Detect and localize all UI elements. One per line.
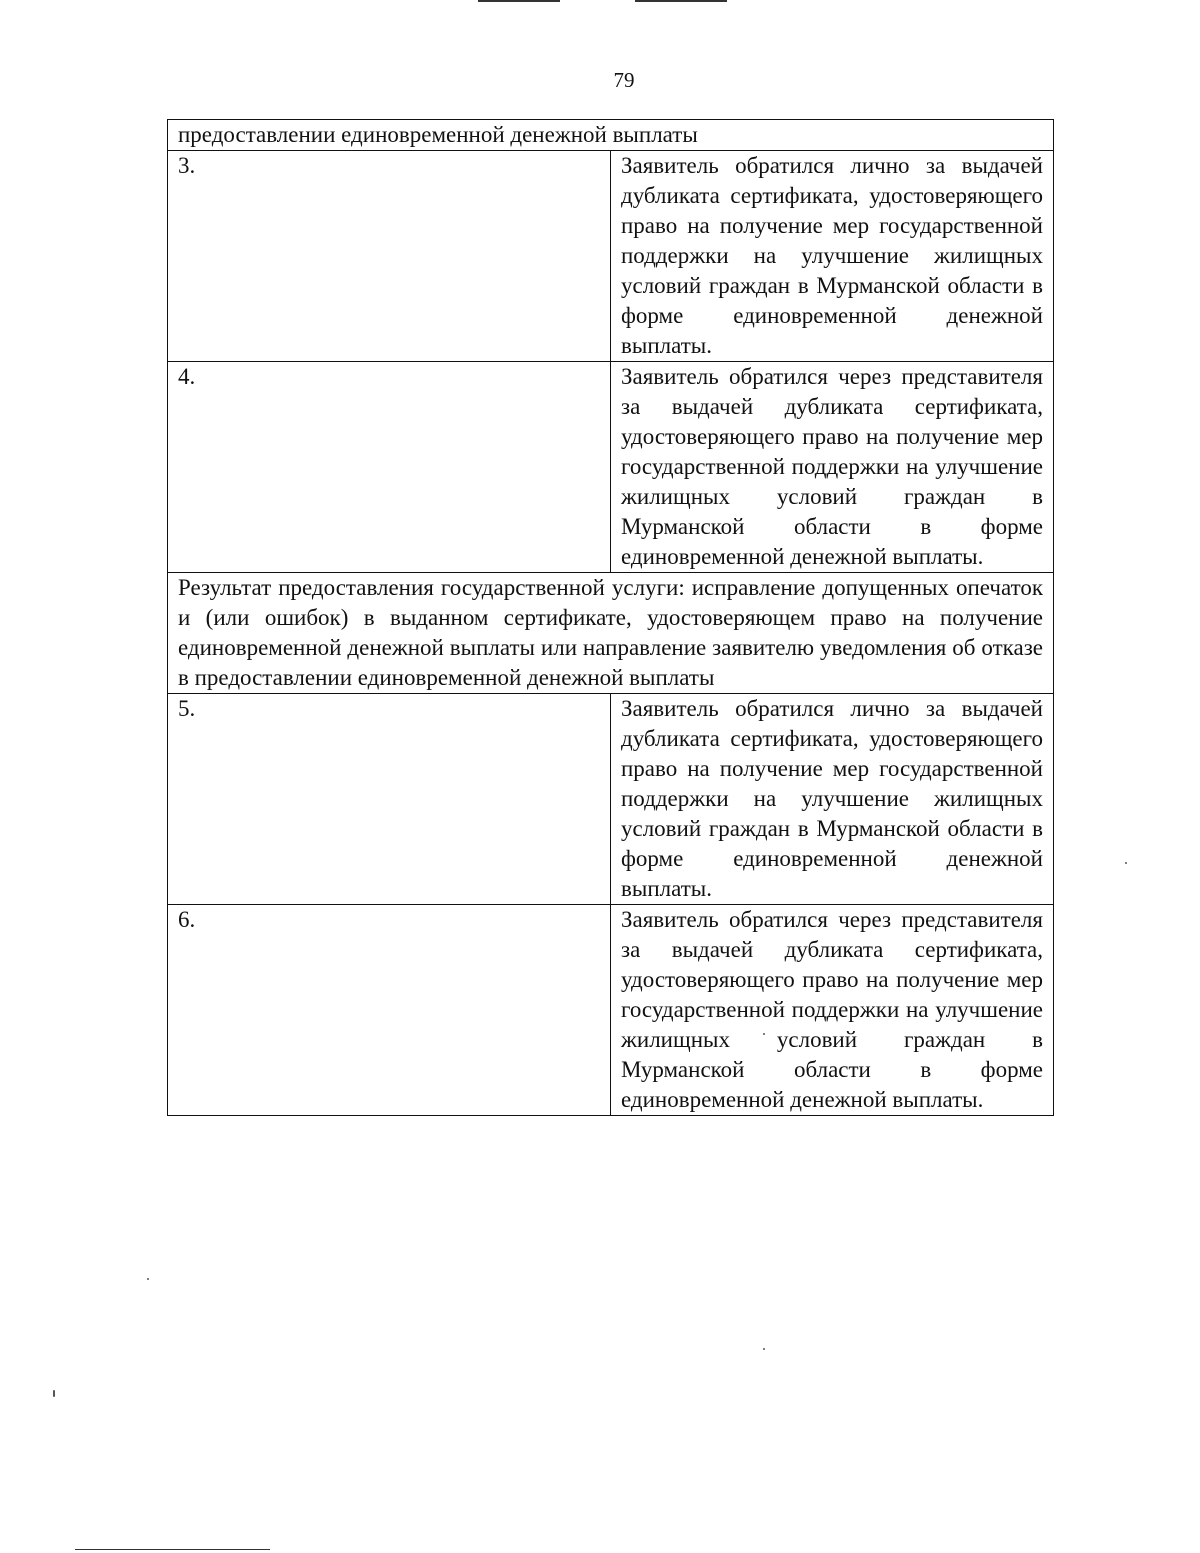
continuation-text: предоставлении единовременной денежной выплаты [168,120,1054,151]
scan-mark-top-right [635,0,727,2]
table-row-continuation [168,120,1054,151]
table-row [168,362,1054,573]
result-heading: Результат предоставления государственной услуги: исправление допущенных опечаток и (или ошибок) в выданном сертификате, удостоверяющем право на получение единовременной денежной выплаты или направление заявителю уведомления об отказе в предоставлении единовременной денежной выплаты [168,573,1054,694]
row-text: Заявитель обратился лично за выдачей дубликата сертификата, удостоверяющего право на получение мер государственной поддержки на улучшение жилищных условий граждан в Мурманской области в форме единовременной денежной выплаты. [611,151,1054,362]
table-row [168,694,1054,905]
row-number: 6. [168,905,611,1116]
row-number: 5. [168,694,611,905]
page-number: 79 [613,68,635,92]
row-number: 4. [168,362,611,573]
table-row [168,905,1054,1116]
scan-speck [53,1390,55,1397]
row-text: Заявитель обратился лично за выдачей дубликата сертификата, удостоверяющего право на получение мер государственной поддержки на улучшение жилищных условий граждан в Мурманской области в форме единовременной денежной выплаты. [611,694,1054,905]
table-row-result-heading [168,573,1054,694]
row-number: 3. [168,151,611,362]
row-text: Заявитель обратился через представителя за выдачей дубликата сертификата, удостоверяющего право на получение мер государственной поддержки на улучшение жилищных условий граждан в Мурманской области в форме единовременной денежной выплаты. [611,362,1054,573]
scan-mark-bottom-left [75,1549,270,1550]
document-table [167,119,1054,1116]
scan-speck [147,1278,149,1280]
scan-speck [763,1348,765,1350]
scan-speck [1125,862,1127,864]
row-text: Заявитель обратился через представителя за выдачей дубликата сертификата, удостоверяющего право на получение мер государственной поддержки на улучшение жилищных условий граждан в Мурманской области в форме единовременной денежной выплаты. [611,905,1054,1116]
table-row [168,151,1054,362]
scan-mark-top-left [478,0,560,2]
